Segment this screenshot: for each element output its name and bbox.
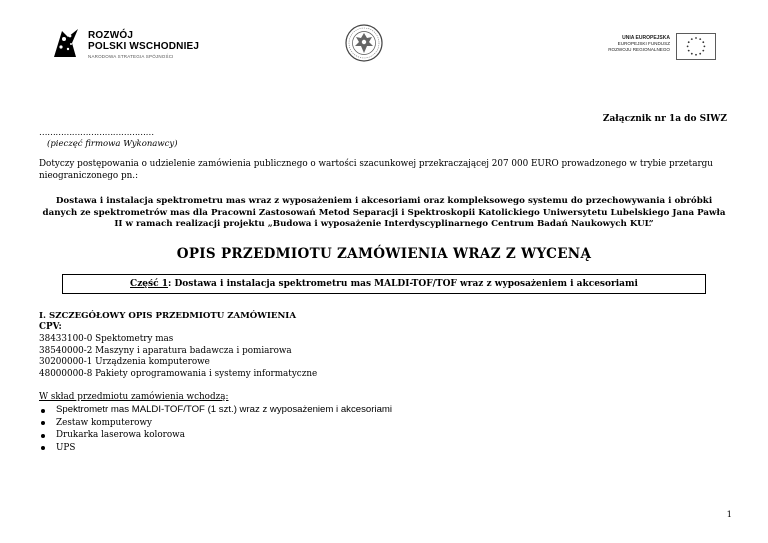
part-label: Część 1: [130, 279, 168, 289]
order-components-label: W skład przedmiotu zamówienia wchodzą:: [39, 392, 229, 402]
procedure-description: Dotyczy postępowania o udzielenie zamówienia publicznego o wartości szacunkowej przekraczającej 207 000 EURO prowadzonego w trybie przetargu nieograniczonego pn.:: [39, 159, 713, 181]
annex-label: Załącznik nr 1a do SIWZ: [602, 114, 727, 124]
european-union-logo: [600, 32, 718, 62]
logo-text-line2: POLSKI WSCHODNIEJ: [88, 41, 200, 52]
list-item: UPS: [39, 442, 392, 455]
cpv-code-item: 30200000-1 Urządzenia komputerowe: [39, 357, 210, 367]
cpv-label: CPV:: [39, 322, 62, 332]
order-components-list: [39, 404, 392, 454]
logo-text-line1: ROZWÓJ: [88, 30, 134, 41]
eu-logo-line3: ROZWOJU REGIONALNEGO: [608, 47, 670, 52]
part-heading-box: [62, 274, 706, 294]
university-seal-icon: [345, 24, 383, 62]
rozwoj-polski-wschodniej-logo: [52, 24, 202, 66]
eu-logo-line2: EUROPEJSKI FUNDUSZ: [617, 41, 670, 46]
eu-flag-icon: [676, 33, 716, 60]
list-item: Zestaw komputerowy: [39, 417, 392, 430]
stamp-dotted-line: ……………………………………: [39, 128, 154, 138]
list-item: Spektrometr mas MALDI-TOF/TOF (1 szt.) wraz z wyposażeniem i akcesoriami: [39, 404, 392, 417]
logo-text-line3: NARODOWA STRATEGIA SPÓJNOŚCI: [88, 54, 174, 59]
eastern-poland-emblem-icon: [52, 27, 80, 59]
page-number: 1: [726, 510, 732, 520]
procurement-subject: Dostawa i instalacja spektrometru mas wraz z wyposażeniem i akcesoriami oraz kompleksowego systemu do przechowywania i obróbki danych ze spektrometrów mas dla Pracowni Zastosowań Metod Separacji i Spektroskopii Katolickiego Uniwersytetu Lubelskiego Jana Pawła II w ramach realizacji projektu „Budowa i wyposażenie Interdyscyplinarnego Centrum Badań Naukowych KUL”: [42, 196, 726, 229]
cpv-code-list: [39, 334, 317, 380]
part-description: : Dostawa i instalacja spektrometru mas MALDI-TOF/TOF wraz z wyposażeniem i akcesoriami: [167, 279, 638, 289]
cpv-code-item: 38540000-2 Maszyny i aparatura badawcza i pomiarowa: [39, 345, 292, 356]
cpv-code-item: 38433100-0 Spektometry mas: [39, 334, 174, 344]
list-item: Drukarka laserowa kolorowa: [39, 429, 392, 442]
contractor-stamp-caption: (pieczęć firmowa Wykonawcy): [47, 139, 178, 149]
section-heading: I. SZCZEGÓŁOWY OPIS PRZEDMIOTU ZAMÓWIENIA: [39, 311, 296, 321]
cpv-code-item: 48000000-8 Pakiety oprogramowania i systemy informatyczne: [39, 368, 318, 379]
eu-logo-line1: UNIA EUROPEJSKA: [622, 35, 670, 41]
page-title: OPIS PRZEDMIOTU ZAMÓWIENIA WRAZ Z WYCENĄ: [176, 246, 592, 262]
